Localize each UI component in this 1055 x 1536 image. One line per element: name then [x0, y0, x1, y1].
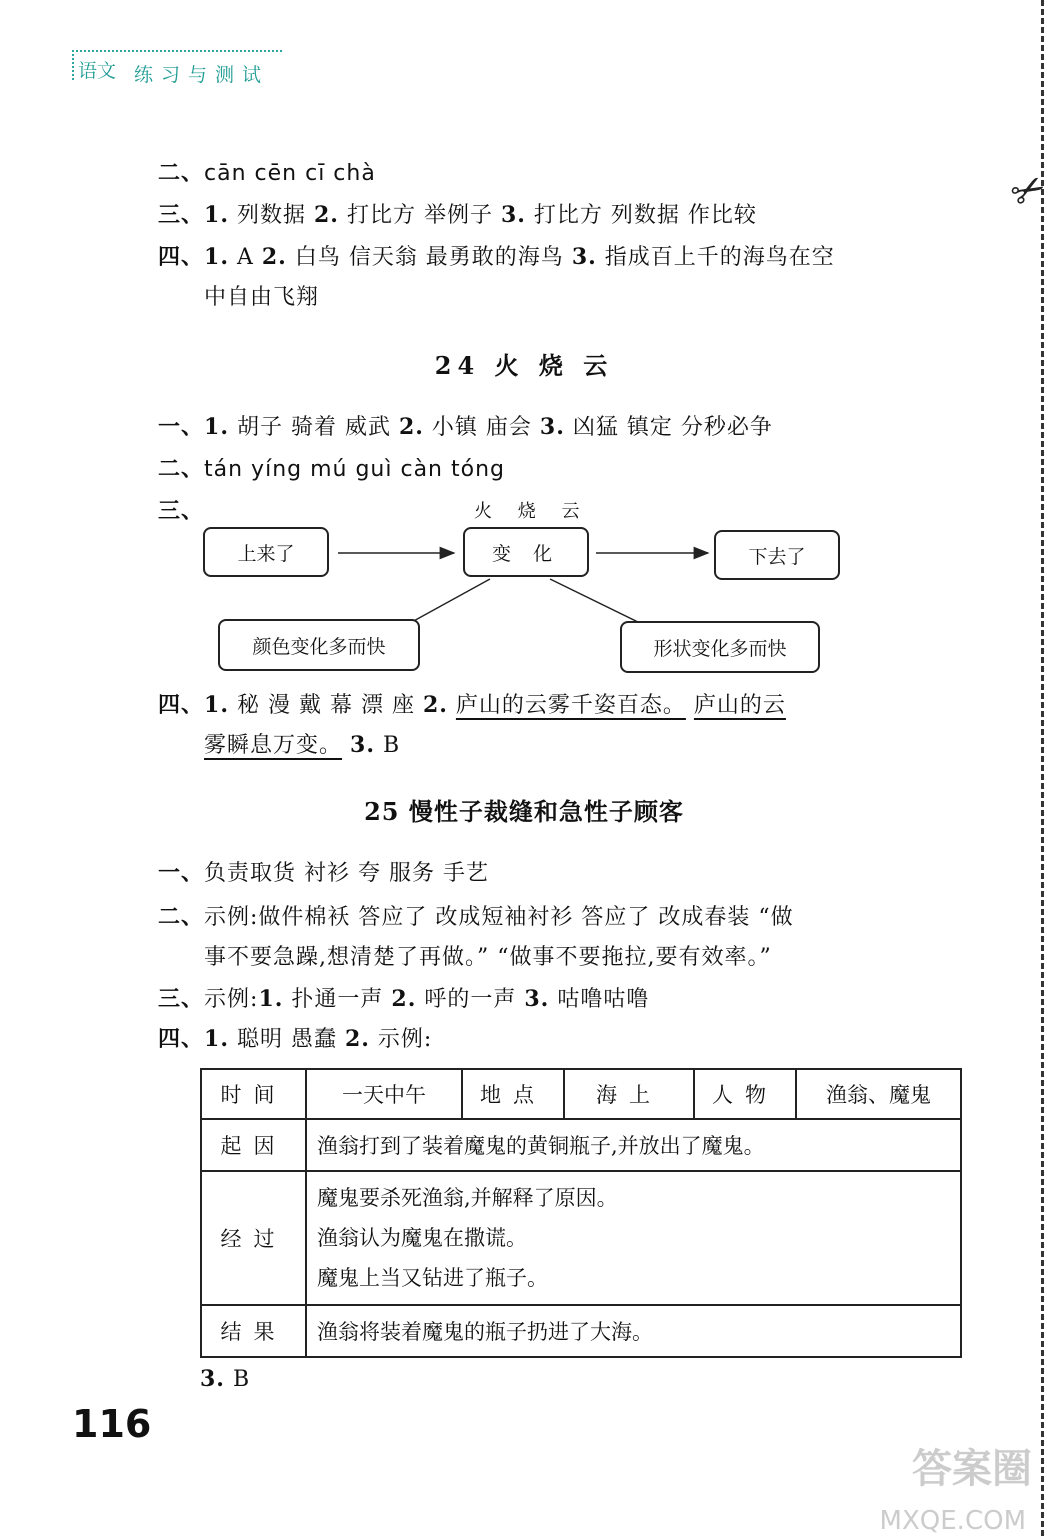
table-cell-label: 人物 — [694, 1069, 796, 1119]
answer-line: 中自由飞翔 — [204, 285, 320, 310]
table-cell-label: 时间 — [201, 1069, 306, 1119]
answer-line: 事不要急躁,想清楚了再做。” “做事不要拖拉,要有效率。” — [204, 945, 772, 970]
section-title-25: 25 慢性子裁缝和急性子顾客 — [364, 797, 684, 826]
table-row — [201, 1171, 961, 1305]
table-row — [201, 1305, 961, 1357]
diagram-box-right: 下去了 — [714, 530, 840, 580]
answer-line: 3. B — [200, 1366, 251, 1392]
answer-line: 雾瞬息万变。 3. B — [204, 732, 401, 758]
table-cell-label: 经过 — [201, 1171, 306, 1305]
story-table — [200, 1068, 962, 1358]
table-cell-value: 海上 — [564, 1069, 694, 1119]
section-title-24: 24 火 烧 云 — [434, 351, 614, 380]
header-subject: 语文 — [78, 60, 117, 82]
table-row — [201, 1119, 961, 1171]
diagram-box-center: 变 化 — [463, 527, 589, 577]
answer-line: 四、1. A 2. 白鸟 信天翁 最勇敢的海鸟 3. 指成百上千的海鸟在空 — [158, 244, 835, 270]
table-cell-value: 渔翁、魔鬼 — [796, 1069, 961, 1119]
table-row — [201, 1069, 961, 1119]
diagram-box-bottom-left: 颜色变化多而快 — [218, 619, 420, 671]
answer-line: 三、1. 列数据 2. 打比方 举例子 3. 打比方 列数据 作比较 — [158, 202, 757, 228]
binding-dashed-line — [1041, 0, 1044, 1536]
header-dotted-edge — [72, 50, 74, 80]
table-cell-label: 地点 — [462, 1069, 564, 1119]
diagram-box-bottom-right: 形状变化多而快 — [620, 621, 820, 673]
table-cell-label: 起因 — [201, 1119, 306, 1171]
header-book-title: 练习与测试 — [134, 64, 270, 86]
diagram-title: 火 烧 云 — [474, 501, 590, 522]
answer-line: 二、cān cēn cī chà — [158, 160, 376, 186]
process-step: 魔鬼要杀死渔翁,并解释了原因。 — [317, 1186, 618, 1210]
process-step: 渔翁认为魔鬼在撒谎。 — [317, 1226, 527, 1250]
table-cell-value: 一天中午 — [306, 1069, 462, 1119]
scissors-icon: ✂ — [1003, 162, 1055, 220]
answer-line: 四、1. 聪明 愚蠢 2. 示例: — [158, 1026, 433, 1052]
answer-line: 一、负责取货 衬衫 夸 服务 手艺 — [158, 860, 489, 886]
table-cell-value: 渔翁将装着魔鬼的瓶子扔进了大海。 — [306, 1305, 961, 1357]
table-cell-value: 渔翁打到了装着魔鬼的黄铜瓶子,并放出了魔鬼。 — [306, 1119, 961, 1171]
process-step: 魔鬼上当又钻进了瓶子。 — [317, 1266, 548, 1290]
page-header — [72, 50, 282, 84]
answer-line: 三、 — [158, 498, 205, 524]
diagram-box-left: 上来了 — [203, 527, 329, 577]
page-number: 116 — [72, 1402, 152, 1446]
answer-line: 二、tán yíng mú guì càn tóng — [158, 456, 505, 482]
answer-line: 三、示例:1. 扑通一声 2. 呼的一声 3. 咕噜咕噜 — [158, 986, 650, 1012]
answer-line: 四、1. 秘 漫 戴 幕 漂 座 2. 庐山的云雾千姿百态。 庐山的云 — [158, 692, 786, 718]
concept-diagram — [200, 495, 850, 675]
answer-line: 一、1. 胡子 骑着 威武 2. 小镇 庙会 3. 凶猛 镇定 分秒必争 — [158, 414, 773, 440]
watermark-logo: 答案圈 — [912, 1446, 1032, 1492]
answer-line: 二、示例:做件棉袄 答应了 改成短袖衬衫 答应了 改成春装 “做 — [158, 904, 794, 930]
header-dotted-line — [72, 50, 282, 52]
table-cell-value — [306, 1171, 961, 1305]
table-cell-label: 结果 — [201, 1305, 306, 1357]
watermark-url: MXQE.COM — [879, 1506, 1026, 1536]
